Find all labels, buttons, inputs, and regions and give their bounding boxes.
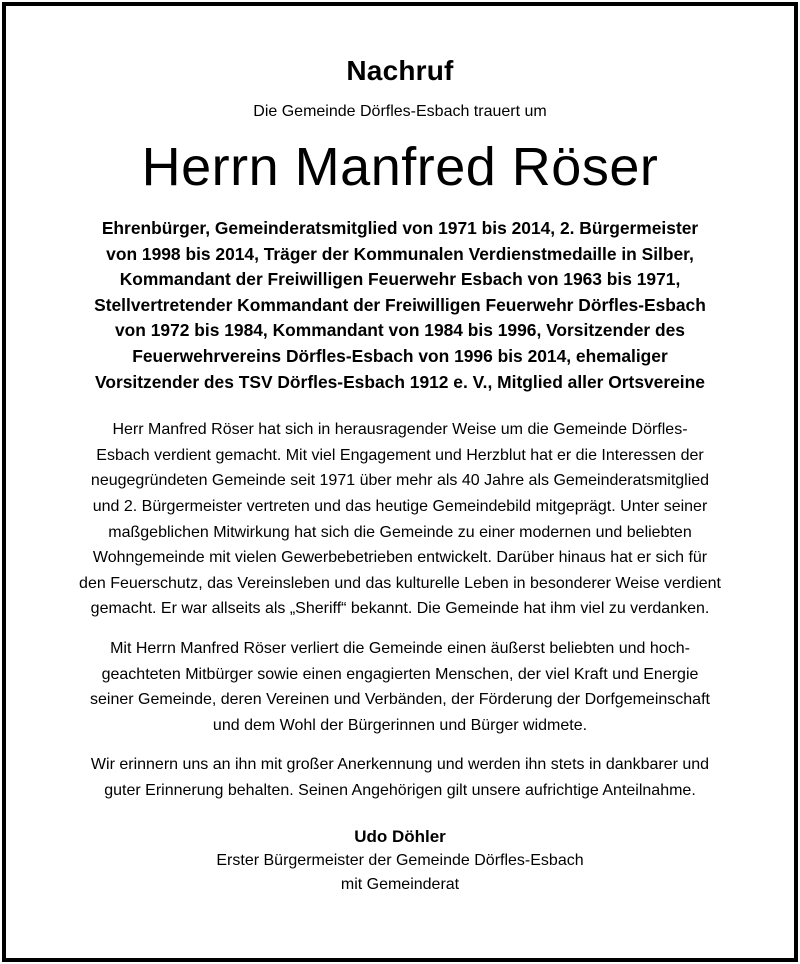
paragraph-line: Mit Herrn Manfred Röser verliert die Gemeinde einen äußerst beliebten und hoch- — [110, 639, 690, 657]
paragraph-line: Herr Manfred Röser hat sich in herausragender Weise um die Gemeinde Dörfles- — [112, 421, 688, 439]
honors-line: Stellvertretender Kommandant der Freiwilligen Feuerwehr Dörfles-Esbach — [94, 294, 706, 315]
honors-line: Vorsitzender des TSV Dörfles-Esbach 1912 e. V., Mitglied aller Ortsvereine — [95, 371, 705, 392]
paragraph-line: den Feuerschutz, das Vereinsleben und das kulturelle Leben in besonderer Weise verdient — [79, 574, 721, 592]
paragraph-line: gemacht. Er war allseits als „Sheriff“ bekannt. Die Gemeinde hat ihm viel zu verdanken. — [90, 600, 710, 618]
deceased-name: Herrn Manfred Röser — [141, 137, 659, 197]
paragraph-line: Wir erinnern uns an ihn mit großer Anerkennung und werden ihn stets in dankbarer und — [90, 756, 710, 774]
signer-council: mit Gemeinderat — [340, 876, 460, 894]
notice-intro: Die Gemeinde Dörfles-Esbach trauert um — [253, 103, 547, 120]
signer-name: Udo Döhler — [354, 827, 446, 847]
paragraph-line: seiner Gemeinde, deren Vereinen und Verbänden, der Förderung der Dorfgemeinschaft — [90, 691, 710, 709]
honors-line: von 1998 bis 2014, Träger der Kommunalen Verdienstmedaille in Silber, — [106, 243, 694, 264]
paragraph-line: geachteten Mitbürger sowie einen engagierten Menschen, der viel Kraft und Energie — [101, 665, 699, 683]
paragraph-line: Wohngemeinde mit vielen Gewerbebetrieben entwickelt. Darüber hinaus hat er sich für — [92, 549, 708, 567]
loss-paragraph — [28, 636, 772, 738]
honors-line: Kommandant der Freiwilligen Feuerwehr Esbach von 1963 bis 1971, — [119, 269, 681, 290]
honors-line: Feuerwehrvereins Dörfles-Esbach von 1996 bis 2014, ehemaliger — [132, 345, 668, 366]
notice-heading: Nachruf — [346, 55, 454, 86]
paragraph-line: maßgeblichen Mitwirkung hat sich die Gemeinde zu einer modernen und beliebten — [108, 523, 692, 541]
tribute-paragraph — [28, 417, 772, 622]
paragraph-line: und dem Wohl der Bürgerinnen und Bürger widmete. — [212, 716, 588, 734]
signer-title: Erster Bürgermeister der Gemeinde Dörfles-Esbach — [216, 852, 584, 870]
paragraph-line: und 2. Bürgermeister vertreten und das heutige Gemeindebild mitgeprägt. Unter seiner — [92, 497, 708, 515]
obituary-notice — [2, 2, 798, 962]
honors-line: von 1972 bis 1984, Kommandant von 1984 bis 1996, Vorsitzender des — [115, 320, 685, 341]
notice-content — [28, 6, 772, 897]
honors-line: Ehrenbürger, Gemeinderatsmitglied von 1971 bis 2014, 2. Bürgermeister — [101, 218, 699, 238]
paragraph-line: neugegründeten Gemeinde seit 1971 über mehr als 40 Jahre als Gemeinderatsmitglied — [90, 472, 710, 490]
paragraph-line: Esbach verdient gemacht. Mit viel Engagement und Herzblut hat er die Interessen der — [96, 446, 704, 464]
remembrance-paragraph — [28, 752, 772, 803]
honors-block — [28, 216, 772, 395]
paragraph-line: guter Erinnerung behalten. Seinen Angehörigen gilt unsere aufrichtige Anteilnahme. — [104, 781, 696, 799]
